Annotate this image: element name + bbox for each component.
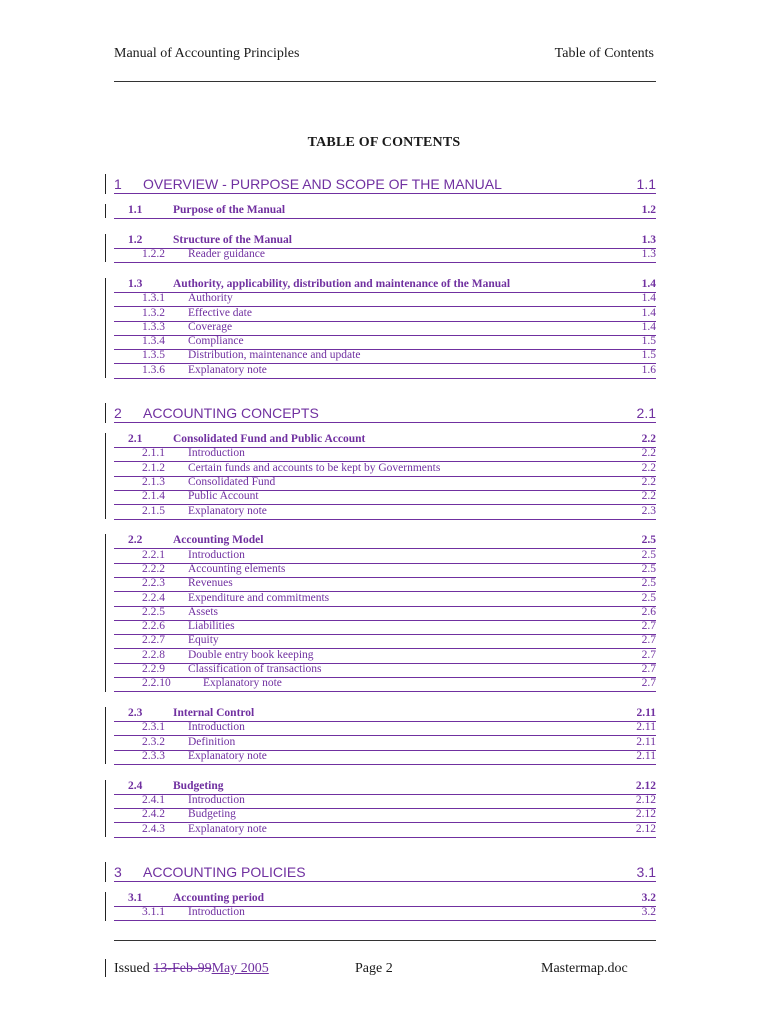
toc-entry-title: Explanatory note bbox=[188, 363, 267, 376]
toc-entry-level-3[interactable] bbox=[114, 796, 656, 809]
toc-entry-title: Coverage bbox=[188, 320, 233, 333]
toc-entry-title: Explanatory note bbox=[203, 677, 282, 690]
toc-entry-number: 2.1.5 bbox=[142, 504, 165, 517]
toc-entry-page: 2.5 bbox=[641, 591, 656, 604]
toc-entry-level-3[interactable] bbox=[114, 648, 656, 664]
change-bar bbox=[105, 862, 106, 882]
toc-entry-level-3[interactable] bbox=[114, 622, 656, 635]
toc-entry-number: 1 bbox=[114, 176, 122, 192]
footer-divider bbox=[114, 940, 656, 941]
toc-entry-title: Introduction bbox=[188, 447, 245, 460]
change-bar bbox=[105, 403, 106, 423]
toc-entry-level-1[interactable] bbox=[114, 405, 656, 423]
toc-entry-level-2[interactable] bbox=[114, 536, 656, 549]
toc-entry-title: Purpose of the Manual bbox=[173, 204, 286, 216]
toc-entry-number: 2.2 bbox=[128, 534, 143, 547]
toc-entry-level-3[interactable] bbox=[114, 461, 656, 477]
toc-entry-level-2[interactable] bbox=[114, 206, 656, 219]
toc-entry-title: Effective date bbox=[188, 306, 252, 319]
toc-entry-page: 2.11 bbox=[636, 750, 656, 762]
toc-entry-number: 3 bbox=[114, 864, 122, 880]
toc-entry-number: 2 bbox=[114, 405, 122, 421]
toc-entry-title: Definition bbox=[188, 735, 236, 748]
toc-entry-level-3[interactable] bbox=[114, 908, 656, 921]
toc-entry-title: Consolidated Fund and Public Account bbox=[173, 433, 366, 445]
toc-entry-number: 3.1 bbox=[128, 892, 143, 904]
toc-entry-number: 2.2.7 bbox=[142, 634, 165, 647]
toc-entry-page: 2.2 bbox=[641, 475, 656, 488]
toc-entry-title: Consolidated Fund bbox=[188, 475, 276, 488]
toc-entry-title: Introduction bbox=[188, 794, 245, 807]
toc-entry-level-3[interactable] bbox=[114, 822, 656, 838]
toc-entry-level-3[interactable] bbox=[114, 562, 656, 578]
toc-entry-number: 2.4 bbox=[128, 779, 143, 792]
toc-entry-number: 2.1.1 bbox=[142, 447, 165, 460]
toc-entry-number: 1.3.4 bbox=[142, 335, 165, 348]
toc-entry-page: 2.3 bbox=[641, 504, 656, 517]
toc-entry-page: 2.11 bbox=[636, 707, 656, 720]
toc-entry-page: 1.4 bbox=[641, 320, 656, 333]
toc-entry-number: 2.3 bbox=[128, 707, 143, 720]
toc-entry-number: 1.2.2 bbox=[142, 248, 165, 261]
toc-entry-title: ACCOUNTING POLICIES bbox=[143, 864, 306, 880]
change-bar bbox=[105, 534, 106, 691]
toc-entry-title: Certain funds and accounts to be kept by Governments bbox=[188, 461, 441, 474]
toc-entry-title: Compliance bbox=[188, 335, 244, 348]
footer-filename: Mastermap.doc bbox=[541, 961, 628, 976]
toc-entry-page: 2.5 bbox=[641, 562, 656, 575]
toc-entry-level-3[interactable] bbox=[114, 636, 656, 649]
toc-entry-title: Equity bbox=[188, 634, 219, 647]
toc-entry-number: 2.2.6 bbox=[142, 620, 165, 633]
toc-entry-level-3[interactable] bbox=[114, 449, 656, 462]
toc-entry-page: 2.5 bbox=[641, 577, 656, 590]
toc-entry-level-3[interactable] bbox=[114, 548, 656, 564]
toc-entry-title: Structure of the Manual bbox=[173, 233, 292, 246]
toc-entry-level-3[interactable] bbox=[114, 591, 656, 607]
toc-entry-number: 1.3.3 bbox=[142, 320, 165, 333]
toc-entry-level-2[interactable] bbox=[114, 894, 656, 907]
footer-page-number: Page 2 bbox=[355, 961, 393, 976]
toc-entry-number: 2.1.2 bbox=[142, 461, 165, 474]
toc-entry-number: 1.3 bbox=[128, 277, 143, 290]
toc-entry-title: Explanatory note bbox=[188, 822, 267, 835]
toc-entry-page: 2.2 bbox=[641, 490, 656, 503]
toc-entry-number: 2.2.10 bbox=[142, 677, 171, 690]
toc-entry-title: Accounting period bbox=[173, 892, 265, 904]
toc-entry-page: 2.7 bbox=[641, 634, 656, 647]
toc-entry-title: Double entry book keeping bbox=[188, 648, 314, 661]
toc-entry-number: 2.2.4 bbox=[142, 591, 165, 604]
toc-entry-number: 2.3.3 bbox=[142, 750, 165, 762]
toc-entry-page: 1.3 bbox=[641, 248, 656, 261]
toc-entry-number: 3.1.1 bbox=[142, 906, 165, 919]
toc-entry-page: 1.1 bbox=[636, 176, 656, 192]
change-bar bbox=[105, 780, 106, 837]
footer-issued-new-date: May 2005 bbox=[211, 961, 269, 976]
toc-entry-title: Accounting Model bbox=[173, 534, 264, 547]
toc-entry-page: 1.5 bbox=[641, 335, 656, 348]
toc-entry-number: 1.2 bbox=[128, 233, 143, 246]
toc-entry-level-3[interactable] bbox=[114, 351, 656, 364]
toc-entry-number: 1.3.2 bbox=[142, 306, 165, 319]
toc-entry-level-3[interactable] bbox=[114, 363, 656, 379]
toc-entry-number: 1.3.1 bbox=[142, 292, 165, 305]
toc-entry-level-3[interactable] bbox=[114, 250, 656, 263]
toc-entry-title: Authority bbox=[188, 292, 233, 305]
toc-entry-page: 1.3 bbox=[641, 233, 656, 246]
toc-entry-level-2[interactable] bbox=[114, 779, 656, 795]
toc-entry-page: 2.5 bbox=[641, 534, 656, 547]
toc-entry-page: 2.1 bbox=[636, 405, 656, 421]
toc-entry-page: 2.5 bbox=[641, 548, 656, 561]
toc-entry-title: Reader guidance bbox=[188, 248, 265, 261]
toc-entry-level-3[interactable] bbox=[114, 492, 656, 505]
toc-entry-page: 2.7 bbox=[641, 663, 656, 675]
toc-entry-level-3[interactable] bbox=[114, 810, 656, 823]
toc-entry-title: Introduction bbox=[188, 548, 245, 561]
toc-entry-page: 2.7 bbox=[641, 620, 656, 633]
change-bar bbox=[105, 959, 106, 977]
toc-entry-title: Classification of transactions bbox=[188, 663, 322, 675]
toc-entry-page: 2.7 bbox=[641, 677, 656, 690]
change-bar bbox=[105, 707, 106, 764]
toc-entry-number: 2.2.3 bbox=[142, 577, 165, 590]
toc-entry-page: 2.12 bbox=[635, 822, 656, 835]
change-bar bbox=[105, 204, 106, 218]
toc-entry-number: 1.1 bbox=[128, 204, 143, 216]
toc-entry-number: 2.1.4 bbox=[142, 490, 165, 503]
toc-entry-title: ACCOUNTING CONCEPTS bbox=[143, 405, 319, 421]
toc-entry-page: 2.7 bbox=[641, 648, 656, 661]
toc-entry-page: 1.2 bbox=[641, 204, 656, 216]
toc-entry-page: 3.1 bbox=[636, 864, 656, 880]
change-bar bbox=[105, 234, 106, 263]
page-title: TABLE OF CONTENTS bbox=[307, 135, 461, 150]
toc-entry-title: Budgeting bbox=[188, 808, 236, 821]
toc-entry-level-2[interactable] bbox=[114, 435, 656, 448]
toc-entry-page: 2.6 bbox=[641, 605, 656, 618]
toc-entry-title: Internal Control bbox=[173, 707, 255, 720]
toc-entry-level-3[interactable] bbox=[114, 306, 656, 322]
toc-entry-page: 2.12 bbox=[635, 794, 656, 807]
toc-entry-level-3[interactable] bbox=[114, 723, 656, 736]
toc-entry-title: Introduction bbox=[188, 721, 245, 734]
toc-entry-level-3[interactable] bbox=[114, 679, 656, 692]
toc-entry-page: 2.12 bbox=[635, 779, 656, 792]
footer-issued-old-date: 13-Feb-99 bbox=[153, 961, 212, 976]
toc-entry-number: 2.2.9 bbox=[142, 663, 165, 675]
toc-entry-title: OVERVIEW - PURPOSE AND SCOPE OF THE MANUAL bbox=[143, 176, 502, 192]
toc-entry-level-3[interactable] bbox=[114, 752, 656, 765]
toc-entry-number: 2.2.2 bbox=[142, 562, 165, 575]
toc-entry-page: 3.2 bbox=[641, 892, 656, 904]
toc-entry-level-2[interactable] bbox=[114, 709, 656, 722]
toc-entry-page: 2.12 bbox=[635, 808, 656, 821]
toc-entry-page: 2.2 bbox=[641, 461, 656, 474]
header-document-title: Manual of Accounting Principles bbox=[114, 46, 300, 61]
toc-entry-level-3[interactable] bbox=[114, 337, 656, 350]
toc-entry-title: Explanatory note bbox=[188, 750, 267, 762]
toc-entry-page: 1.6 bbox=[641, 363, 656, 376]
toc-entry-number: 1.3.6 bbox=[142, 363, 165, 376]
toc-entry-level-3[interactable] bbox=[114, 320, 656, 336]
toc-entry-page: 1.4 bbox=[641, 292, 656, 305]
toc-entry-title: Revenues bbox=[188, 577, 233, 590]
toc-entry-level-3[interactable] bbox=[114, 504, 656, 520]
toc-entry-level-3[interactable] bbox=[114, 605, 656, 621]
toc-entry-title: Accounting elements bbox=[188, 562, 286, 575]
toc-entry-level-3[interactable] bbox=[114, 579, 656, 592]
toc-entry-number: 2.3.1 bbox=[142, 721, 165, 734]
toc-entry-number: 1.3.5 bbox=[142, 349, 165, 362]
toc-entry-number: 2.4.2 bbox=[142, 808, 165, 821]
toc-entry-number: 2.4.1 bbox=[142, 794, 165, 807]
toc-entry-title: Expenditure and commitments bbox=[188, 591, 330, 604]
toc-entry-number: 2.2.8 bbox=[142, 648, 165, 661]
toc-entry-page: 2.11 bbox=[636, 721, 656, 734]
toc-entry-level-1[interactable] bbox=[114, 176, 656, 194]
change-bar bbox=[105, 433, 106, 519]
toc-entry-page: 2.2 bbox=[641, 447, 656, 460]
footer-issued-label: Issued bbox=[114, 961, 150, 976]
toc-entry-title: Liabilities bbox=[188, 620, 235, 633]
toc-entry-title: Assets bbox=[188, 605, 219, 618]
toc-entry-level-2[interactable] bbox=[114, 233, 656, 249]
change-bar bbox=[105, 174, 106, 194]
toc-entry-level-2[interactable] bbox=[114, 277, 656, 293]
change-bar bbox=[105, 278, 106, 378]
toc-entry-title: Introduction bbox=[188, 906, 245, 919]
toc-entry-page: 1.4 bbox=[641, 277, 656, 290]
toc-entry-level-1[interactable] bbox=[114, 864, 656, 882]
toc-entry-level-3[interactable] bbox=[114, 735, 656, 751]
toc-entry-page: 2.2 bbox=[641, 433, 656, 445]
toc-entry-number: 2.4.3 bbox=[142, 822, 165, 835]
toc-entry-title: Explanatory note bbox=[188, 504, 267, 517]
toc-entry-page: 3.2 bbox=[641, 906, 656, 919]
toc-entry-title: Authority, applicability, distribution and maintenance of the Manual bbox=[173, 277, 511, 290]
toc-entry-number: 2.1 bbox=[128, 433, 143, 445]
toc-entry-page: 1.4 bbox=[641, 306, 656, 319]
toc-entry-title: Public Account bbox=[188, 490, 259, 503]
header-section-title: Table of Contents bbox=[554, 46, 654, 61]
toc-entry-page: 2.11 bbox=[636, 735, 656, 748]
toc-entry-title: Budgeting bbox=[173, 779, 224, 792]
toc-entry-level-3[interactable] bbox=[114, 475, 656, 491]
toc-entry-page: 1.5 bbox=[641, 349, 656, 362]
toc-entry-number: 2.1.3 bbox=[142, 475, 165, 488]
footer-issued bbox=[114, 961, 269, 977]
toc-entry-level-3[interactable] bbox=[114, 665, 656, 678]
toc-entry-level-3[interactable] bbox=[114, 294, 656, 307]
change-bar bbox=[105, 892, 106, 921]
toc-entry-number: 2.3.2 bbox=[142, 735, 165, 748]
toc-entry-number: 2.2.5 bbox=[142, 605, 165, 618]
toc-entry-title: Distribution, maintenance and update bbox=[188, 349, 361, 362]
toc-entry-number: 2.2.1 bbox=[142, 548, 165, 561]
